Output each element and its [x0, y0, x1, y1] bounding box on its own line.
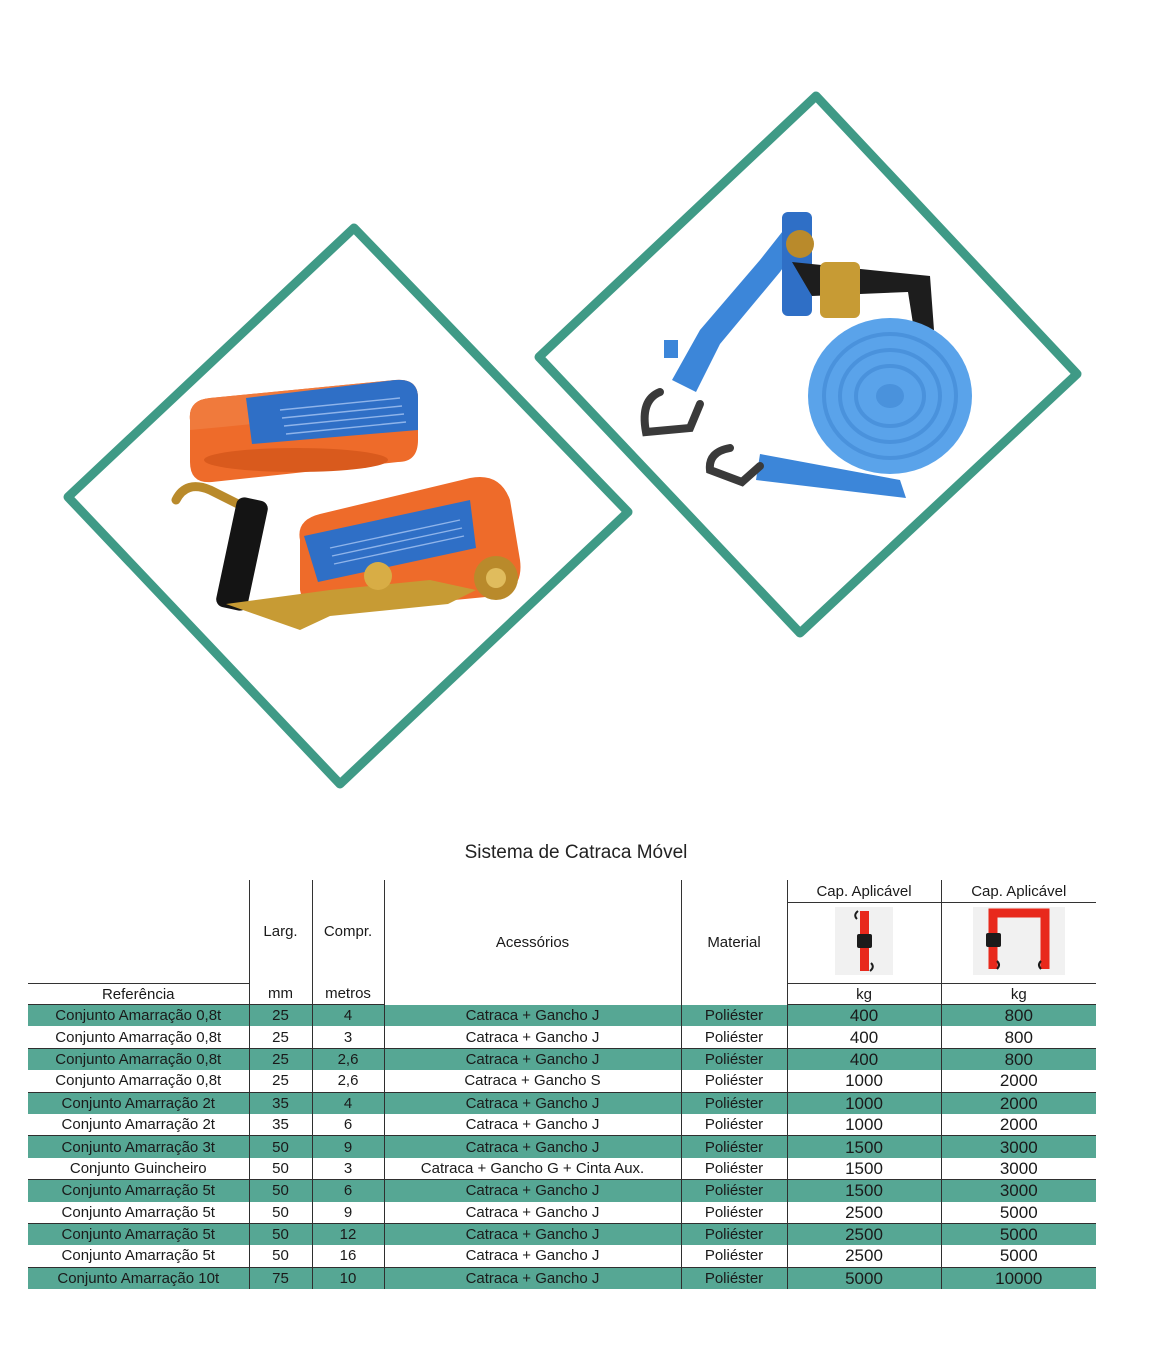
cell-cap2: 3000	[941, 1180, 1096, 1202]
cell-accessories: Catraca + Gancho J	[384, 1005, 681, 1027]
cell-material: Poliéster	[681, 1202, 787, 1224]
cell-width: 50	[249, 1136, 312, 1158]
cell-reference: Conjunto Amarração 10t	[28, 1267, 249, 1289]
cell-width: 50	[249, 1223, 312, 1245]
cell-cap2: 5000	[941, 1223, 1096, 1245]
header-material: Material	[681, 880, 787, 1005]
cell-accessories: Catraca + Gancho J	[384, 1092, 681, 1114]
cell-cap2: 3000	[941, 1158, 1096, 1180]
header-cap1: Cap. Aplicável	[787, 880, 941, 903]
cell-accessories: Catraca + Gancho J	[384, 1136, 681, 1158]
table-row	[28, 1180, 1096, 1202]
cell-accessories: Catraca + Gancho J	[384, 1267, 681, 1289]
cell-accessories: Catraca + Gancho J	[384, 1048, 681, 1070]
cell-reference: Conjunto Amarração 2t	[28, 1092, 249, 1114]
table-body	[28, 1005, 1096, 1290]
cell-accessories: Catraca + Gancho J	[384, 1114, 681, 1136]
left-product-frame	[68, 228, 628, 784]
cell-cap1: 2500	[787, 1223, 941, 1245]
table-row	[28, 1026, 1096, 1048]
cell-material: Poliéster	[681, 1158, 787, 1180]
cell-material: Poliéster	[681, 1070, 787, 1092]
cell-width: 25	[249, 1005, 312, 1027]
table-row	[28, 1267, 1096, 1289]
cell-width: 50	[249, 1180, 312, 1202]
cell-accessories: Catraca + Gancho S	[384, 1070, 681, 1092]
header-reference: Referência	[28, 984, 249, 1005]
table-row	[28, 1114, 1096, 1136]
cell-material: Poliéster	[681, 1026, 787, 1048]
cap1-image	[787, 903, 941, 984]
cell-cap2: 5000	[941, 1202, 1096, 1224]
table-row	[28, 1005, 1096, 1027]
cell-reference: Conjunto Amarração 0,8t	[28, 1005, 249, 1027]
cell-material: Poliéster	[681, 1114, 787, 1136]
table-row	[28, 1223, 1096, 1245]
cell-reference: Conjunto Amarração 0,8t	[28, 1070, 249, 1092]
cell-width: 35	[249, 1092, 312, 1114]
cell-cap1: 1000	[787, 1070, 941, 1092]
cell-cap1: 2500	[787, 1202, 941, 1224]
cell-material: Poliéster	[681, 1180, 787, 1202]
cell-material: Poliéster	[681, 1005, 787, 1027]
header-width: Larg.	[249, 880, 312, 984]
cell-width: 50	[249, 1202, 312, 1224]
table-row	[28, 1048, 1096, 1070]
cell-length: 9	[312, 1136, 384, 1158]
cell-length: 16	[312, 1245, 384, 1267]
cell-length: 10	[312, 1267, 384, 1289]
cell-cap2: 2000	[941, 1092, 1096, 1114]
cell-length: 3	[312, 1026, 384, 1048]
cell-accessories: Catraca + Gancho J	[384, 1026, 681, 1048]
cell-cap2: 2000	[941, 1114, 1096, 1136]
cell-material: Poliéster	[681, 1245, 787, 1267]
cell-length: 6	[312, 1180, 384, 1202]
cell-width: 25	[249, 1026, 312, 1048]
cell-cap2: 5000	[941, 1245, 1096, 1267]
table-row	[28, 1092, 1096, 1114]
cell-reference: Conjunto Amarração 5t	[28, 1223, 249, 1245]
cell-width: 50	[249, 1158, 312, 1180]
cell-reference: Conjunto Amarração 0,8t	[28, 1026, 249, 1048]
cell-length: 3	[312, 1158, 384, 1180]
cell-reference: Conjunto Amarração 3t	[28, 1136, 249, 1158]
cell-material: Poliéster	[681, 1136, 787, 1158]
cell-accessories: Catraca + Gancho G + Cinta Aux.	[384, 1158, 681, 1180]
cell-cap2: 800	[941, 1005, 1096, 1027]
cell-material: Poliéster	[681, 1267, 787, 1289]
header-cap2: Cap. Aplicável	[941, 880, 1096, 903]
cell-cap1: 2500	[787, 1245, 941, 1267]
cap2-image	[941, 903, 1096, 984]
cell-length: 6	[312, 1114, 384, 1136]
cell-cap1: 1500	[787, 1180, 941, 1202]
table-row	[28, 1245, 1096, 1267]
cell-accessories: Catraca + Gancho J	[384, 1223, 681, 1245]
cell-length: 9	[312, 1202, 384, 1224]
cell-width: 75	[249, 1267, 312, 1289]
table-row	[28, 1202, 1096, 1224]
table-row	[28, 1070, 1096, 1092]
cell-cap2: 800	[941, 1048, 1096, 1070]
cell-length: 4	[312, 1092, 384, 1114]
spec-table	[28, 880, 1096, 1289]
cell-cap2: 10000	[941, 1267, 1096, 1289]
cell-accessories: Catraca + Gancho J	[384, 1202, 681, 1224]
header-length: Compr.	[312, 880, 384, 984]
right-product-frame	[539, 96, 1077, 633]
cell-reference: Conjunto Guincheiro	[28, 1158, 249, 1180]
header-cap2-unit: kg	[941, 984, 1096, 1005]
cell-length: 12	[312, 1223, 384, 1245]
cell-cap2: 3000	[941, 1136, 1096, 1158]
cell-reference: Conjunto Amarração 5t	[28, 1202, 249, 1224]
header-width-unit: mm	[249, 984, 312, 1005]
cell-cap1: 1000	[787, 1092, 941, 1114]
cell-material: Poliéster	[681, 1092, 787, 1114]
cell-length: 2,6	[312, 1048, 384, 1070]
cell-cap1: 5000	[787, 1267, 941, 1289]
loop-lashing-icon	[973, 907, 1065, 975]
cell-width: 25	[249, 1070, 312, 1092]
table-row	[28, 1136, 1096, 1158]
table-row	[28, 1158, 1096, 1180]
cell-cap1: 1500	[787, 1158, 941, 1180]
cell-accessories: Catraca + Gancho J	[384, 1245, 681, 1267]
cell-width: 50	[249, 1245, 312, 1267]
cell-material: Poliéster	[681, 1048, 787, 1070]
straight-lashing-icon	[835, 907, 893, 975]
cell-length: 4	[312, 1005, 384, 1027]
cell-length: 2,6	[312, 1070, 384, 1092]
cell-cap1: 1000	[787, 1114, 941, 1136]
cell-reference: Conjunto Amarração 5t	[28, 1180, 249, 1202]
cell-cap1: 400	[787, 1026, 941, 1048]
table-title: Sistema de Catraca Móvel	[464, 842, 688, 863]
cell-cap1: 400	[787, 1048, 941, 1070]
cell-cap1: 1500	[787, 1136, 941, 1158]
cell-reference: Conjunto Amarração 0,8t	[28, 1048, 249, 1070]
header-length-unit: metros	[312, 984, 384, 1005]
header-cap1-unit: kg	[787, 984, 941, 1005]
cell-cap2: 2000	[941, 1070, 1096, 1092]
header-accessories: Acessórios	[384, 880, 681, 1005]
cell-material: Poliéster	[681, 1223, 787, 1245]
cell-reference: Conjunto Amarração 5t	[28, 1245, 249, 1267]
cell-reference: Conjunto Amarração 2t	[28, 1114, 249, 1136]
cell-cap1: 400	[787, 1005, 941, 1027]
cell-cap2: 800	[941, 1026, 1096, 1048]
cell-width: 25	[249, 1048, 312, 1070]
cell-accessories: Catraca + Gancho J	[384, 1180, 681, 1202]
cell-width: 35	[249, 1114, 312, 1136]
